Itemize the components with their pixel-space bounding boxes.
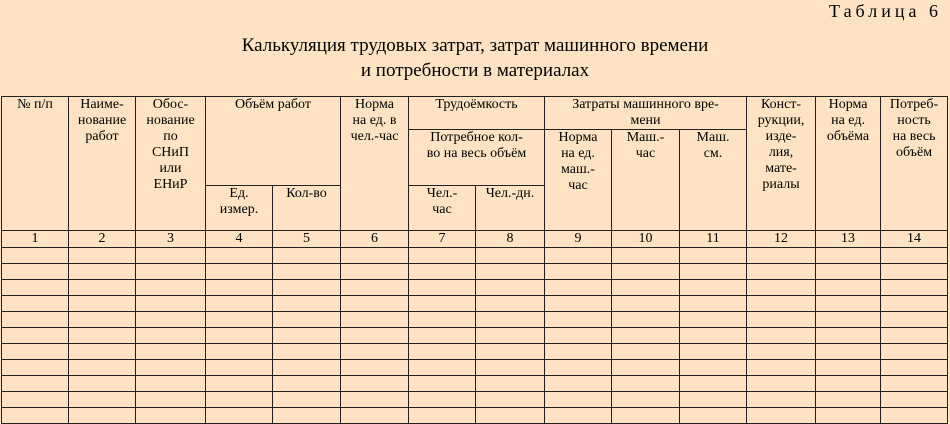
header-volume-norm: Норма на ед. объёма [816,97,881,231]
table-cell [273,248,341,264]
table-cell [680,280,747,296]
table-cell [612,392,680,408]
header-quantity: Кол-во [273,186,341,231]
table-cell [409,312,476,328]
table-cell [206,264,273,280]
header-materials: Конст- рукции, изде- лия, мате- риалы [747,97,816,231]
table-cell [69,360,136,376]
table-cell [612,360,680,376]
table-cell [680,376,747,392]
table-cell [409,280,476,296]
table-cell [136,264,206,280]
table-cell [612,296,680,312]
table-cell [881,248,948,264]
table-cell [476,296,545,312]
header-volume: Объём работ [206,97,341,186]
table-cell [69,376,136,392]
table-cell [273,264,341,280]
header-machine-hour: Маш.- час [612,130,680,231]
table-cell [816,248,881,264]
table-cell [69,408,136,424]
header-man-hour: Чел.- час [409,186,476,231]
table-cell [545,312,612,328]
table-row [2,360,948,376]
header-num: № п/п [2,97,69,231]
table-cell [273,280,341,296]
header-total-need: Потреб- ность на весь объём [881,97,948,231]
column-number: 13 [816,231,881,248]
table-cell [612,376,680,392]
table-cell [680,296,747,312]
table-cell [476,328,545,344]
table-cell [816,264,881,280]
header-work-name: Наиме- нование работ [69,97,136,231]
table-cell [2,296,69,312]
table-cell [816,296,881,312]
table-row [2,328,948,344]
table-cell [680,248,747,264]
table-cell [273,392,341,408]
table-cell [2,360,69,376]
table-cell [206,392,273,408]
table-cell [680,392,747,408]
table-cell [545,264,612,280]
table-cell [2,344,69,360]
column-number-row [2,231,948,248]
table-cell [476,408,545,424]
table-cell [69,280,136,296]
table-cell [612,344,680,360]
header-unit: Ед. измер. [206,186,273,231]
header-machine-time: Затраты машинного вре- мени [545,97,747,130]
table-cell [136,376,206,392]
table-cell [341,328,409,344]
table-cell [476,280,545,296]
table-cell [881,328,948,344]
table-cell [747,392,816,408]
table-cell [273,344,341,360]
header-norm: Норма на ед. в чел.-час [341,97,409,231]
table-cell [816,328,881,344]
table-cell [341,296,409,312]
table-cell [2,280,69,296]
table-cell [816,344,881,360]
table-cell [747,328,816,344]
table-cell [545,296,612,312]
table-cell [881,360,948,376]
table-row [2,408,948,424]
column-number: 6 [341,231,409,248]
column-number: 5 [273,231,341,248]
table-cell [136,408,206,424]
table-cell [747,280,816,296]
table-cell [545,360,612,376]
table-cell [69,392,136,408]
table-cell [136,360,206,376]
table-cell [680,312,747,328]
table-cell [612,280,680,296]
table-row [2,392,948,408]
table-cell [69,344,136,360]
table-cell [341,248,409,264]
table-cell [545,408,612,424]
calculation-table [1,96,948,424]
column-number: 9 [545,231,612,248]
table-cell [680,360,747,376]
table-cell [476,392,545,408]
table-cell [409,376,476,392]
table-cell [2,392,69,408]
table-cell [881,296,948,312]
title-line-1: Калькуляция трудовых затрат, затрат машинного времени [241,35,709,56]
table-cell [341,312,409,328]
table-cell [206,296,273,312]
table-cell [206,376,273,392]
table-row [2,312,948,328]
table-title [0,33,950,83]
table-cell [881,376,948,392]
table-cell [747,376,816,392]
table-cell [136,296,206,312]
table-cell [273,360,341,376]
table-cell [206,344,273,360]
table-cell [341,408,409,424]
table-cell [680,264,747,280]
table-cell [2,408,69,424]
header-labor: Трудоёмкость [409,97,545,130]
table-cell [136,344,206,360]
table-cell [476,312,545,328]
table-cell [476,360,545,376]
column-number: 2 [69,231,136,248]
header-machine-norm: Норма на ед. маш.- час [545,130,612,231]
table-cell [680,344,747,360]
table-cell [816,392,881,408]
column-number: 12 [747,231,816,248]
table-row [2,344,948,360]
table-cell [612,312,680,328]
table-cell [136,312,206,328]
table-cell [273,328,341,344]
table-cell [2,312,69,328]
table-cell [69,248,136,264]
header-machine-shift: Маш. см. [680,130,747,231]
table-cell [341,360,409,376]
table-cell [2,248,69,264]
table-cell [476,376,545,392]
table-cell [747,360,816,376]
column-number: 10 [612,231,680,248]
table-row [2,376,948,392]
table-cell [881,344,948,360]
table-cell [816,312,881,328]
header-man-day: Чел.-дн. [476,186,545,231]
table-cell [545,392,612,408]
table-cell [206,360,273,376]
table-cell [2,328,69,344]
table-cell [680,328,747,344]
table-cell [747,312,816,328]
table-cell [341,264,409,280]
table-cell [881,264,948,280]
column-number: 3 [136,231,206,248]
table-cell [341,376,409,392]
table-cell [341,392,409,408]
table-cell [409,360,476,376]
table-cell [341,280,409,296]
table-cell [747,248,816,264]
table-cell [476,264,545,280]
column-number: 4 [206,231,273,248]
table-cell [69,264,136,280]
table-row [2,280,948,296]
table-cell [409,392,476,408]
column-number: 11 [680,231,747,248]
table-cell [545,376,612,392]
table-cell [409,296,476,312]
table-cell [69,296,136,312]
title-line-2: и потребности в материалах [360,60,590,81]
table-cell [816,376,881,392]
table-cell [273,376,341,392]
table-cell [612,264,680,280]
table-cell [409,344,476,360]
table-label: Таблица 6 [829,1,942,21]
table-cell [2,376,69,392]
table-cell [612,328,680,344]
table-cell [545,344,612,360]
column-number: 14 [881,231,948,248]
table-cell [545,280,612,296]
table-cell [612,408,680,424]
header-basis: Обос- нование по СНиП или ЕНиР [136,97,206,231]
table-cell [747,408,816,424]
table-cell [136,248,206,264]
table-cell [136,280,206,296]
table-cell [409,328,476,344]
table-cell [747,296,816,312]
table-cell [747,344,816,360]
column-number: 1 [2,231,69,248]
table-cell [680,408,747,424]
table-cell [612,248,680,264]
table-cell [206,280,273,296]
table-cell [341,344,409,360]
table-row [2,264,948,280]
table-cell [2,264,69,280]
header-labor-total: Потребное кол- во на весь объём [409,130,545,186]
table-row [2,296,948,312]
table-cell [206,408,273,424]
table-cell [206,328,273,344]
table-cell [273,296,341,312]
column-number: 7 [409,231,476,248]
table-cell [881,312,948,328]
table-cell [136,328,206,344]
table-cell [881,408,948,424]
column-number: 8 [476,231,545,248]
table-cell [409,248,476,264]
table-cell [409,408,476,424]
table-cell [136,392,206,408]
table-cell [206,312,273,328]
table-cell [816,280,881,296]
table-cell [476,344,545,360]
table-cell [69,312,136,328]
table-cell [476,248,545,264]
table-cell [545,248,612,264]
table-cell [545,328,612,344]
table-cell [747,264,816,280]
table-cell [206,248,273,264]
table-cell [69,328,136,344]
table-cell [273,408,341,424]
table-cell [816,360,881,376]
table-cell [881,280,948,296]
table-cell [881,392,948,408]
table-cell [273,312,341,328]
table-cell [409,264,476,280]
table-row [2,248,948,264]
table-cell [816,408,881,424]
